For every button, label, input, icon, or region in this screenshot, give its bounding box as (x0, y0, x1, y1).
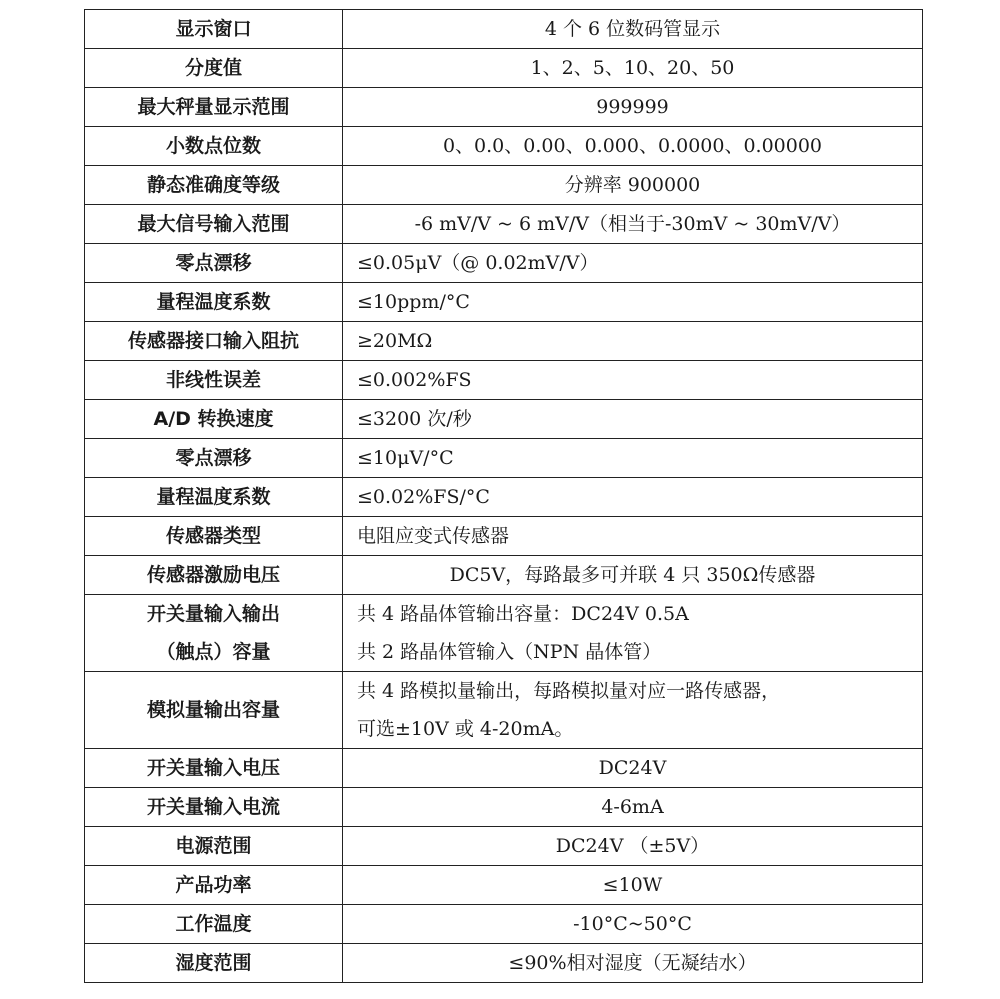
row-value: 4-6mA (343, 788, 923, 827)
table-row (85, 166, 923, 205)
table-row (85, 49, 923, 88)
row-value: ≤0.05μV（@ 0.02mV/V） (343, 244, 923, 283)
table-row (85, 88, 923, 127)
table-row (85, 517, 923, 556)
table-row (85, 672, 923, 749)
row-value: 999999 (343, 88, 923, 127)
row-value-line: 共 4 路晶体管输出容量：DC24V 0.5A (357, 603, 689, 625)
row-label: 零点漂移 (85, 244, 343, 283)
table-row (85, 205, 923, 244)
row-label: 小数点位数 (85, 127, 343, 166)
table-row (85, 478, 923, 517)
row-value (343, 672, 923, 749)
table-row (85, 283, 923, 322)
row-label-line: （触点）容量 (156, 641, 271, 663)
table-row (85, 556, 923, 595)
row-value: 1、2、5、10、20、50 (343, 49, 923, 88)
row-label-line: 开关量输入输出 (146, 603, 280, 625)
row-label: 传感器类型 (85, 517, 343, 556)
row-value: ≤0.02%FS/°C (343, 478, 923, 517)
table-row (85, 244, 923, 283)
row-value: ≤10W (343, 866, 923, 905)
row-value-line: 共 4 路模拟量输出，每路模拟量对应一路传感器， (357, 680, 781, 702)
table-row (85, 944, 923, 983)
table-row (85, 127, 923, 166)
row-label: 最大秤量显示范围 (85, 88, 343, 127)
row-value: DC24V （±5V） (343, 827, 923, 866)
row-label: 湿度范围 (85, 944, 343, 983)
row-label: 工作温度 (85, 905, 343, 944)
row-label: 模拟量输出容量 (85, 672, 343, 749)
table-row (85, 595, 923, 672)
row-value: ≤0.002%FS (343, 361, 923, 400)
row-value: ≥20MΩ (343, 322, 923, 361)
row-value: ≤10ppm/°C (343, 283, 923, 322)
row-value-line: 可选±10V 或 4-20mA。 (357, 718, 574, 740)
table-row (85, 749, 923, 788)
row-value: 0、0.0、0.00、0.000、0.0000、0.00000 (343, 127, 923, 166)
row-value-line: 共 2 路晶体管输入（NPN 晶体管） (357, 641, 662, 663)
row-label: 传感器激励电压 (85, 556, 343, 595)
table-row (85, 10, 923, 49)
row-value: DC5V，每路最多可并联 4 只 350Ω传感器 (343, 556, 923, 595)
row-value: 电阻应变式传感器 (343, 517, 923, 556)
table-row (85, 361, 923, 400)
row-value: ≤10μV/°C (343, 439, 923, 478)
row-label: 开关量输入电压 (85, 749, 343, 788)
row-value: 分辨率 900000 (343, 166, 923, 205)
row-label: 量程温度系数 (85, 478, 343, 517)
row-label: 分度值 (85, 49, 343, 88)
row-label: 电源范围 (85, 827, 343, 866)
row-value: ≤3200 次/秒 (343, 400, 923, 439)
row-value: -6 mV/V ~ 6 mV/V（相当于-30mV ~ 30mV/V） (343, 205, 923, 244)
table-row (85, 827, 923, 866)
row-label: 显示窗口 (85, 10, 343, 49)
row-value: ≤90%相对湿度（无凝结水） (343, 944, 923, 983)
row-value: -10°C~50°C (343, 905, 923, 944)
row-value: 4 个 6 位数码管显示 (343, 10, 923, 49)
row-label: A/D 转换速度 (85, 400, 343, 439)
row-value: DC24V (343, 749, 923, 788)
row-label: 最大信号输入范围 (85, 205, 343, 244)
row-label: 静态准确度等级 (85, 166, 343, 205)
row-value (343, 595, 923, 672)
row-label (85, 595, 343, 672)
table-row (85, 322, 923, 361)
row-label: 产品功率 (85, 866, 343, 905)
row-label: 量程温度系数 (85, 283, 343, 322)
table-row (85, 905, 923, 944)
row-label: 零点漂移 (85, 439, 343, 478)
table-row (85, 439, 923, 478)
table-row (85, 400, 923, 439)
spec-table (84, 9, 923, 983)
row-label: 非线性误差 (85, 361, 343, 400)
table-row (85, 866, 923, 905)
row-label: 开关量输入电流 (85, 788, 343, 827)
table-row (85, 788, 923, 827)
row-label: 传感器接口输入阻抗 (85, 322, 343, 361)
